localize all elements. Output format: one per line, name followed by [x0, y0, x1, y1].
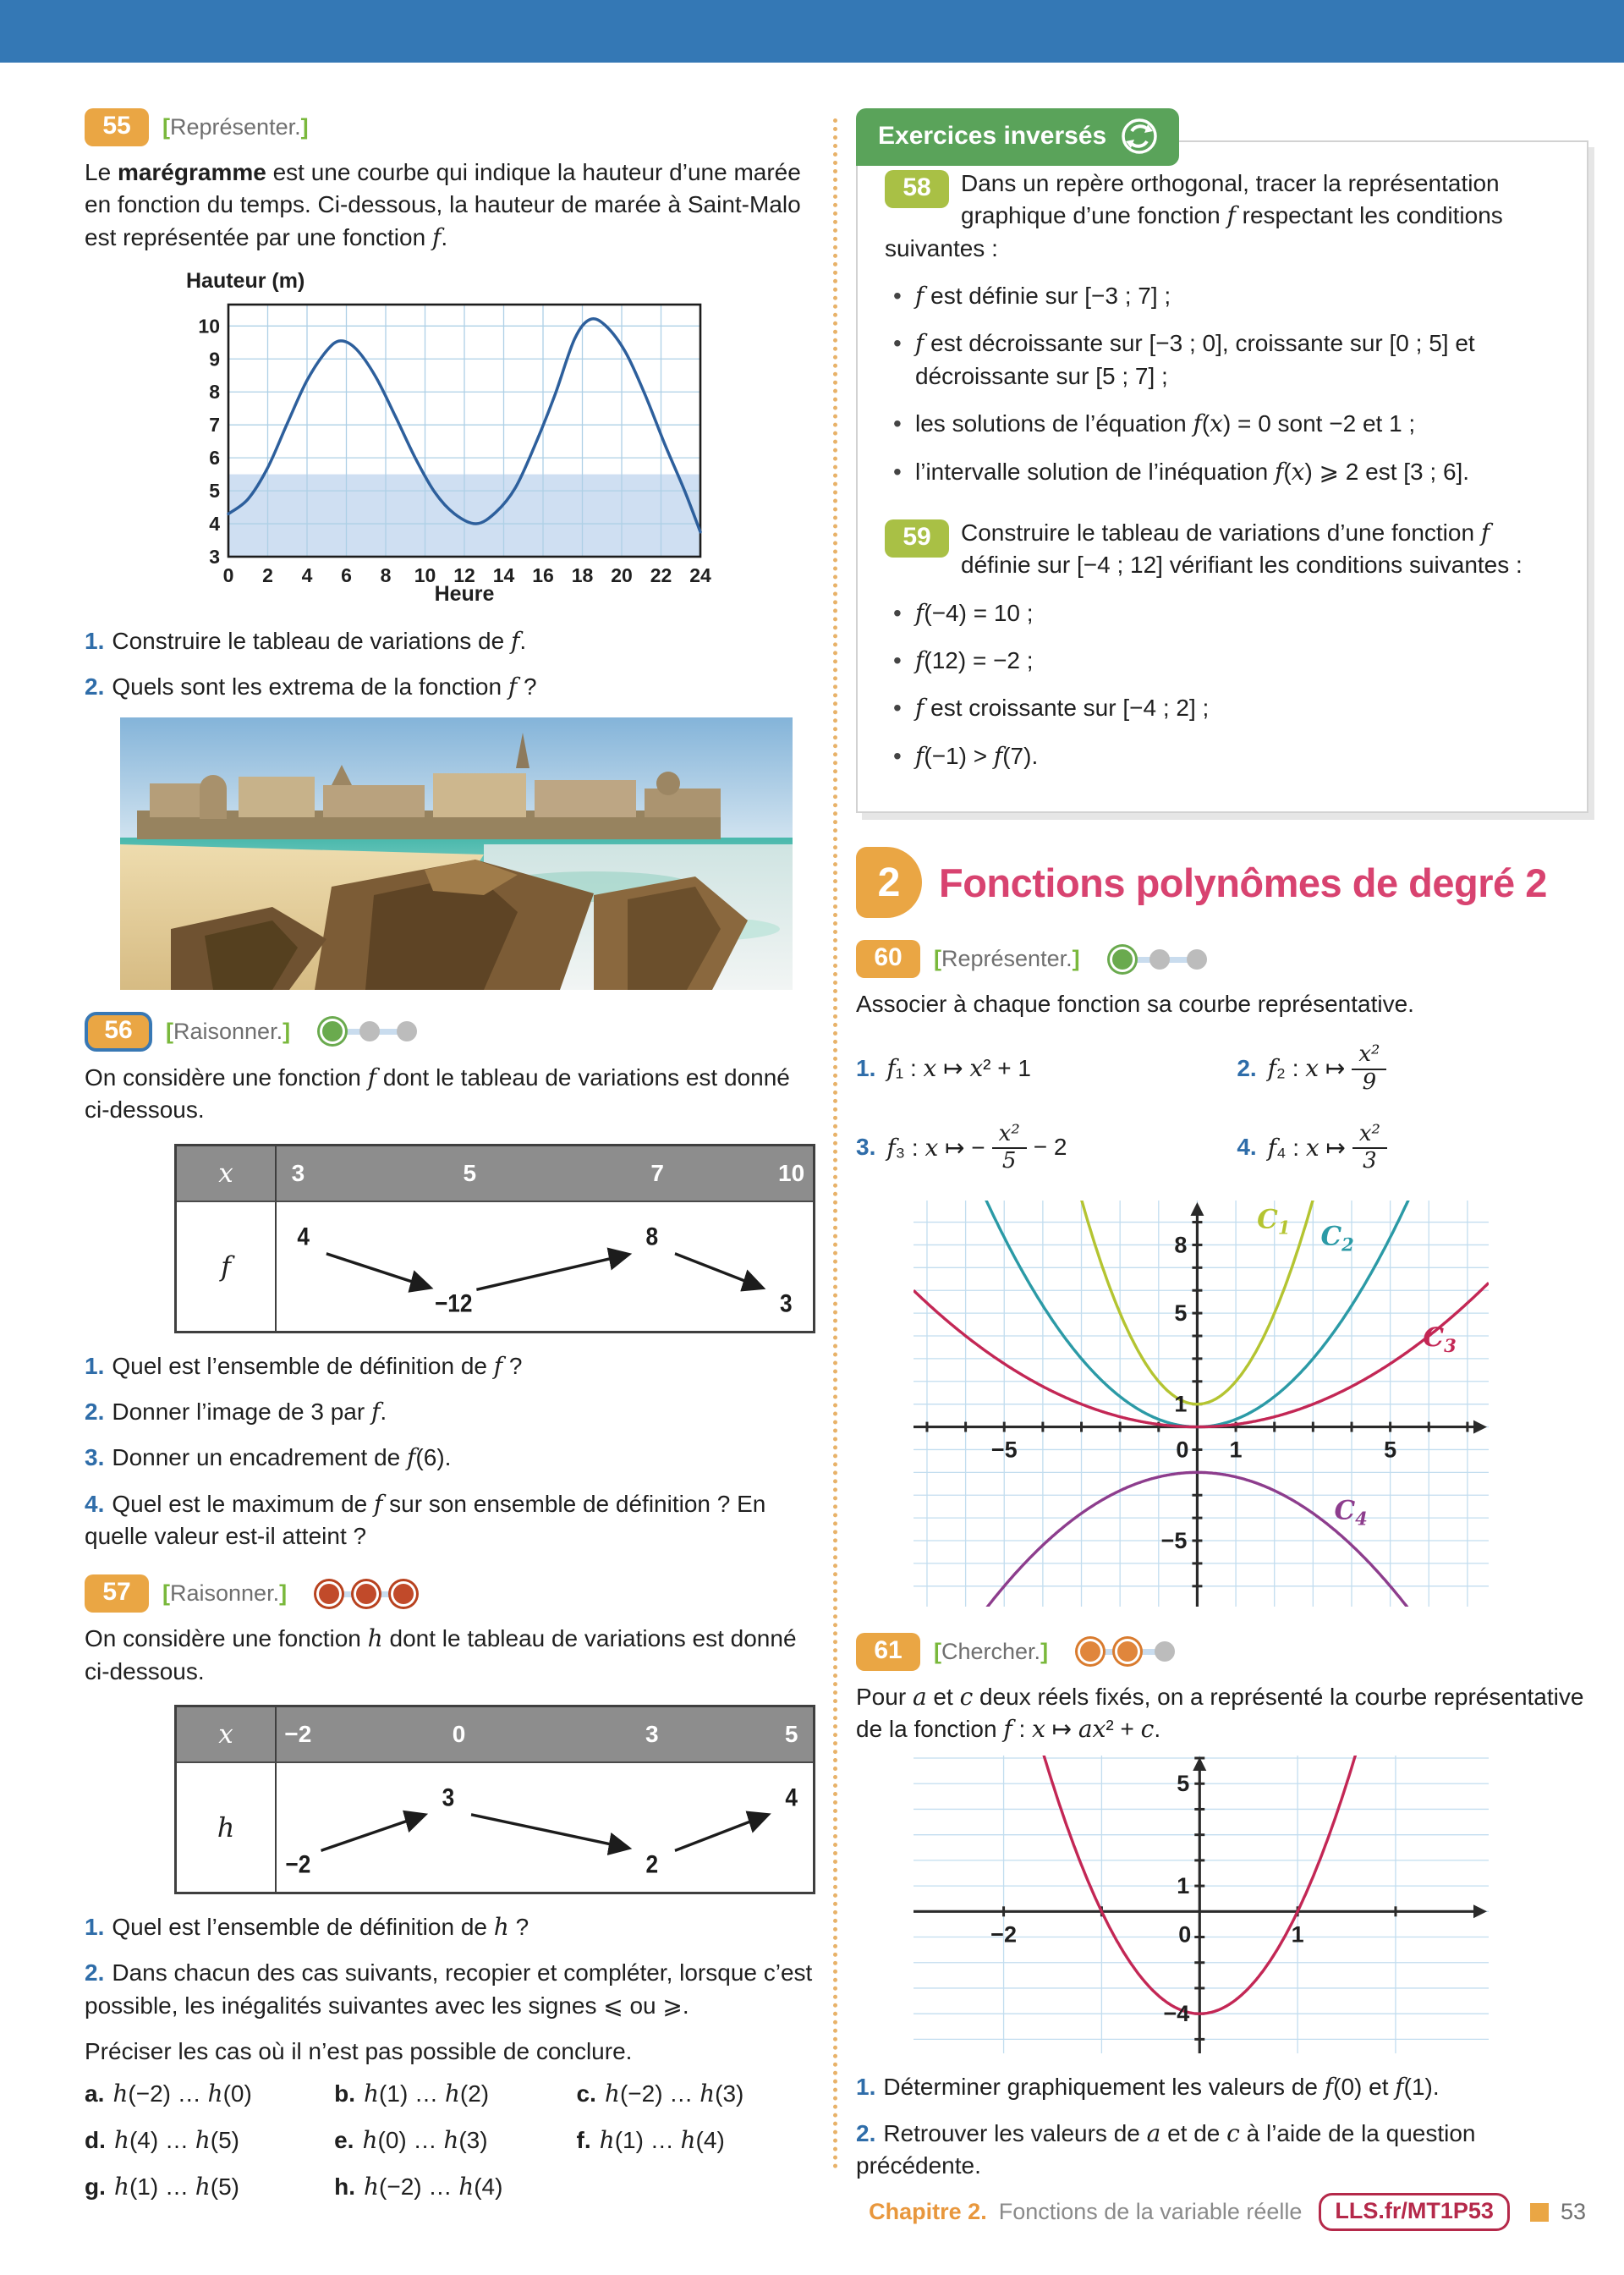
- svg-text:−4: −4: [1163, 2001, 1190, 2027]
- svg-text:1: 1: [1174, 1391, 1188, 1417]
- svg-text:Hauteur (m): Hauteur (m): [186, 269, 305, 294]
- exercise-61-badge: 61: [856, 1633, 920, 1671]
- svg-text:6: 6: [209, 447, 220, 470]
- competency-tag: [Raisonner.]: [166, 1018, 291, 1044]
- question: 3. Donner un encadrement de f(6).: [85, 1443, 452, 1472]
- question-2-note: Préciser les cas où il n’est pas possible de conclure.: [85, 2038, 633, 2065]
- svg-text:5: 5: [1177, 1771, 1190, 1797]
- item-e: e. h(0) … h(3): [334, 2126, 488, 2155]
- svg-text:2: 2: [262, 564, 273, 587]
- condition: • f est décroissante sur [−3 ; 0], croissante sur [0 ; 5] et décroissante sur [5 ; 7] ;: [885, 327, 1563, 393]
- chapter-label: Chapitre 2.: [869, 2199, 987, 2224]
- exercise-57-badge: 57: [85, 1574, 149, 1613]
- question: 4. Quel est le maximum de f sur son ensemble de définition ? En quelle valeur est-il atteint ?: [85, 1489, 766, 1549]
- svg-text:1: 1: [1177, 1873, 1190, 1899]
- left-column: [85, 108, 819, 2201]
- svg-text:3: 3: [442, 1783, 455, 1812]
- item-b: b. h(1) … h(2): [334, 2080, 490, 2108]
- svg-text:C3: $C_3$: [1423, 1322, 1457, 1356]
- inequality-items: [85, 2080, 819, 2201]
- svg-text:4: 4: [785, 1783, 798, 1812]
- svg-text:5: 5: [1174, 1300, 1188, 1326]
- difficulty-dot-gray: [397, 1021, 417, 1041]
- competency-tag: [Représenter.]: [934, 946, 1080, 972]
- question: 2. Retrouver les valeurs de a et de c à l’aide de la question précédente.: [856, 2118, 1476, 2179]
- exercise-58-statement: Dans un repère orthogonal, tracer la représentation graphique d’une fonction f respectant les conditions suivantes :: [885, 170, 1503, 261]
- function-1: 1. f₁ : x ↦ x² + 1: [856, 1054, 1031, 1083]
- difficulty-dot-red: [393, 1584, 414, 1604]
- svg-text:20: 20: [611, 564, 633, 587]
- difficulty-dots: [1109, 949, 1210, 970]
- svg-text:−5: −5: [1160, 1527, 1188, 1553]
- variation-row: [277, 1763, 813, 1892]
- variation-table-f: x 3 5 7 10 f 4 −12 8 3: [174, 1144, 815, 1333]
- competency-tag: [Raisonner.]: [162, 1580, 288, 1607]
- question: 1. Quel est l’ensemble de définition de f ?: [85, 1351, 523, 1380]
- exercise-58-badge: 58: [885, 170, 949, 208]
- svg-text:4: 4: [297, 1222, 310, 1250]
- svg-text:3: 3: [779, 1289, 793, 1317]
- difficulty-dot-gray: [1155, 1641, 1175, 1662]
- inverse-exercises-tab: [856, 108, 1179, 166]
- column-divider: [833, 118, 837, 2170]
- inverse-exercises-box: [856, 140, 1588, 813]
- variation-table-h: x −2 0 3 5 h −2 3 2 4: [174, 1705, 815, 1894]
- chapter-title: Fonctions de la variable réelle: [998, 2199, 1303, 2224]
- exercise-59-badge: 59: [885, 519, 949, 558]
- svg-text:C1: $C_1$: [1257, 1204, 1291, 1239]
- condition: • l’intervalle solution de l’inéquation f(x) ⩾ 2 est [3 ; 6].: [885, 456, 1563, 488]
- svg-text:7: 7: [209, 414, 220, 437]
- svg-text:1: 1: [1291, 1921, 1304, 1948]
- svg-text:5: 5: [1384, 1437, 1397, 1463]
- exercise-56-badge: 56: [85, 1012, 152, 1052]
- svg-text:22: 22: [650, 564, 672, 587]
- svg-text:8: 8: [1174, 1232, 1188, 1258]
- exercise-60: [856, 940, 1588, 1611]
- svg-text:0: 0: [1178, 1921, 1192, 1948]
- question: 1. Déterminer graphiquement les valeurs de f(0) et f(1).: [856, 2073, 1440, 2102]
- svg-text:−5: −5: [990, 1437, 1018, 1463]
- svg-text:9: 9: [209, 348, 220, 371]
- difficulty-dot-gray: [1149, 949, 1170, 970]
- inverse-arrows-icon: [1120, 117, 1159, 156]
- svg-text:2: 2: [645, 1850, 659, 1879]
- competency-tag: [Chercher.]: [934, 1638, 1049, 1664]
- tide-chart: [173, 266, 819, 612]
- exercise-56-statement: On considère une fonction f dont le tableau de variations est donné ci-dessous.: [85, 1063, 790, 1124]
- condition: • f est définie sur [−3 ; 7] ;: [885, 280, 1563, 312]
- svg-text:1: 1: [1229, 1437, 1243, 1463]
- svg-text:4: 4: [209, 513, 220, 536]
- section-header: [856, 847, 1588, 918]
- svg-text:10: 10: [414, 564, 436, 587]
- svg-text:−12: −12: [434, 1289, 473, 1317]
- svg-text:10: 10: [198, 315, 220, 338]
- variation-row: [277, 1202, 813, 1331]
- svg-text:Heure: Heure: [434, 582, 495, 607]
- svg-text:3: 3: [209, 546, 220, 569]
- svg-text:4: 4: [301, 564, 313, 587]
- page-number-square: [1530, 2203, 1549, 2222]
- function-3: 3. f₃ : x ↦ − $\frac{\text{x²}}{5}$ − 2: [856, 1120, 1067, 1174]
- svg-text:6: 6: [341, 564, 352, 587]
- difficulty-dot-gray: [1187, 949, 1207, 970]
- svg-text:8: 8: [645, 1222, 659, 1250]
- page-top-band: [0, 0, 1624, 63]
- question-2: 2. Dans chacun des cas suivants, recopier et compléter, lorsque c’est possible, les inégalités suivantes avec les signes ⩽ ou ⩾.: [85, 1959, 813, 2019]
- svg-text:8: 8: [380, 564, 392, 587]
- exercise-61-statement: Pour a et c deux réels fixés, on a représenté la courbe représentative de la fonction f : x ↦ ax² + c.: [856, 1682, 1584, 1744]
- svg-text:14: 14: [492, 564, 515, 587]
- right-column: [856, 108, 1588, 2196]
- difficulty-dot-red: [356, 1584, 376, 1604]
- exercise-60-statement: Associer à chaque fonction sa courbe représentative.: [856, 991, 1414, 1018]
- svg-text:24: 24: [689, 564, 711, 587]
- difficulty-dots: [1077, 1641, 1178, 1662]
- item-d: d. h(4) … h(5): [85, 2126, 240, 2155]
- svg-text:0: 0: [1176, 1437, 1189, 1463]
- item-g: g. h(1) … h(5): [85, 2173, 240, 2201]
- exercise-61: [856, 1633, 1588, 2183]
- exercise-59-statement: Construire le tableau de variations d’une fonction f définie sur [−4 ; 12] vérifiant les conditions suivantes :: [961, 518, 1522, 579]
- difficulty-dot-green: [1112, 949, 1133, 970]
- difficulty-dot-red: [319, 1584, 339, 1604]
- saint-malo-photo: [120, 717, 819, 990]
- item-a: a. h(−2) … h(0): [85, 2080, 252, 2108]
- lls-code-badge: LLS.fr/MT1P53: [1319, 2193, 1510, 2231]
- exercise-56: [85, 1012, 819, 1553]
- item-f: f. h(1) … h(4): [576, 2126, 725, 2155]
- svg-text:−2: −2: [285, 1850, 311, 1879]
- difficulty-dots: [319, 1021, 420, 1041]
- function-4: 4. f₄ : x ↦ $\frac{\text{x²}}{3}$: [1237, 1122, 1588, 1173]
- question-1: 1. Construire le tableau de variations de f.: [85, 627, 527, 656]
- difficulty-dot-green: [322, 1021, 343, 1041]
- exercise-55-badge: 55: [85, 108, 149, 146]
- difficulty-dots: [315, 1584, 417, 1604]
- svg-text:−2: −2: [990, 1921, 1017, 1948]
- inverse-exercises-title: Exercices inversés: [878, 122, 1107, 150]
- question-2: 2. Quels sont les extrema de la fonction f ?: [85, 673, 537, 701]
- svg-text:C4: $C_4$: [1334, 1495, 1368, 1530]
- item-c: c. h(−2) … h(3): [576, 2080, 744, 2108]
- question: 2. Donner l’image de 3 par f.: [85, 1397, 387, 1426]
- difficulty-dot-gray: [359, 1021, 380, 1041]
- svg-text:C2: $C_2$: [1320, 1221, 1354, 1256]
- question-1: 1. Quel est l’ensemble de définition de h ?: [85, 1913, 529, 1942]
- svg-text:18: 18: [571, 564, 594, 587]
- svg-text:5: 5: [209, 480, 220, 503]
- exercise-58: [885, 168, 1563, 488]
- difficulty-dot-orange: [1080, 1641, 1100, 1662]
- exercise-57-statement: On considère une fonction h dont le tableau de variations est donné ci-dessous.: [85, 1624, 797, 1684]
- svg-text:0: 0: [222, 564, 234, 587]
- item-h: h. h(−2) … h(4): [334, 2173, 503, 2201]
- section-title: Fonctions polynômes de degré 2: [939, 860, 1547, 905]
- difficulty-dot-orange: [1117, 1641, 1138, 1662]
- page-footer: [0, 2193, 1586, 2231]
- condition: • les solutions de l’équation f(x) = 0 sont −2 et 1 ;: [885, 408, 1563, 440]
- parabola-chart: [914, 1756, 1588, 2058]
- page-number: 53: [1560, 2199, 1586, 2224]
- function-list: [856, 1029, 1588, 1186]
- exercise-55-statement: Le marégramme est une courbe qui indique la hauteur d’une marée en fonction du temps. Ci-dessous, la hauteur de marée à Saint-Malo est représentée par une fonction f.: [85, 159, 801, 251]
- svg-text:12: 12: [453, 564, 475, 587]
- svg-text:8: 8: [209, 381, 220, 404]
- condition: • f(−1) > f(7).: [885, 740, 1563, 772]
- condition: • f(−4) = 10 ;: [885, 597, 1563, 629]
- section-number: 2: [856, 847, 922, 918]
- exercise-55: [85, 108, 819, 990]
- exercise-57: [85, 1574, 819, 2201]
- condition: • f(12) = −2 ;: [885, 645, 1563, 677]
- svg-text:16: 16: [532, 564, 554, 587]
- function-2: 2. f₂ : x ↦ $\frac{\text{x²}}{9}$: [1237, 1042, 1588, 1094]
- competency-tag: [Représenter.]: [162, 114, 309, 140]
- exercise-59: [885, 517, 1563, 772]
- parabolas-chart: [914, 1201, 1588, 1611]
- condition: • f est croissante sur [−4 ; 2] ;: [885, 692, 1563, 724]
- exercise-60-badge: 60: [856, 940, 920, 978]
